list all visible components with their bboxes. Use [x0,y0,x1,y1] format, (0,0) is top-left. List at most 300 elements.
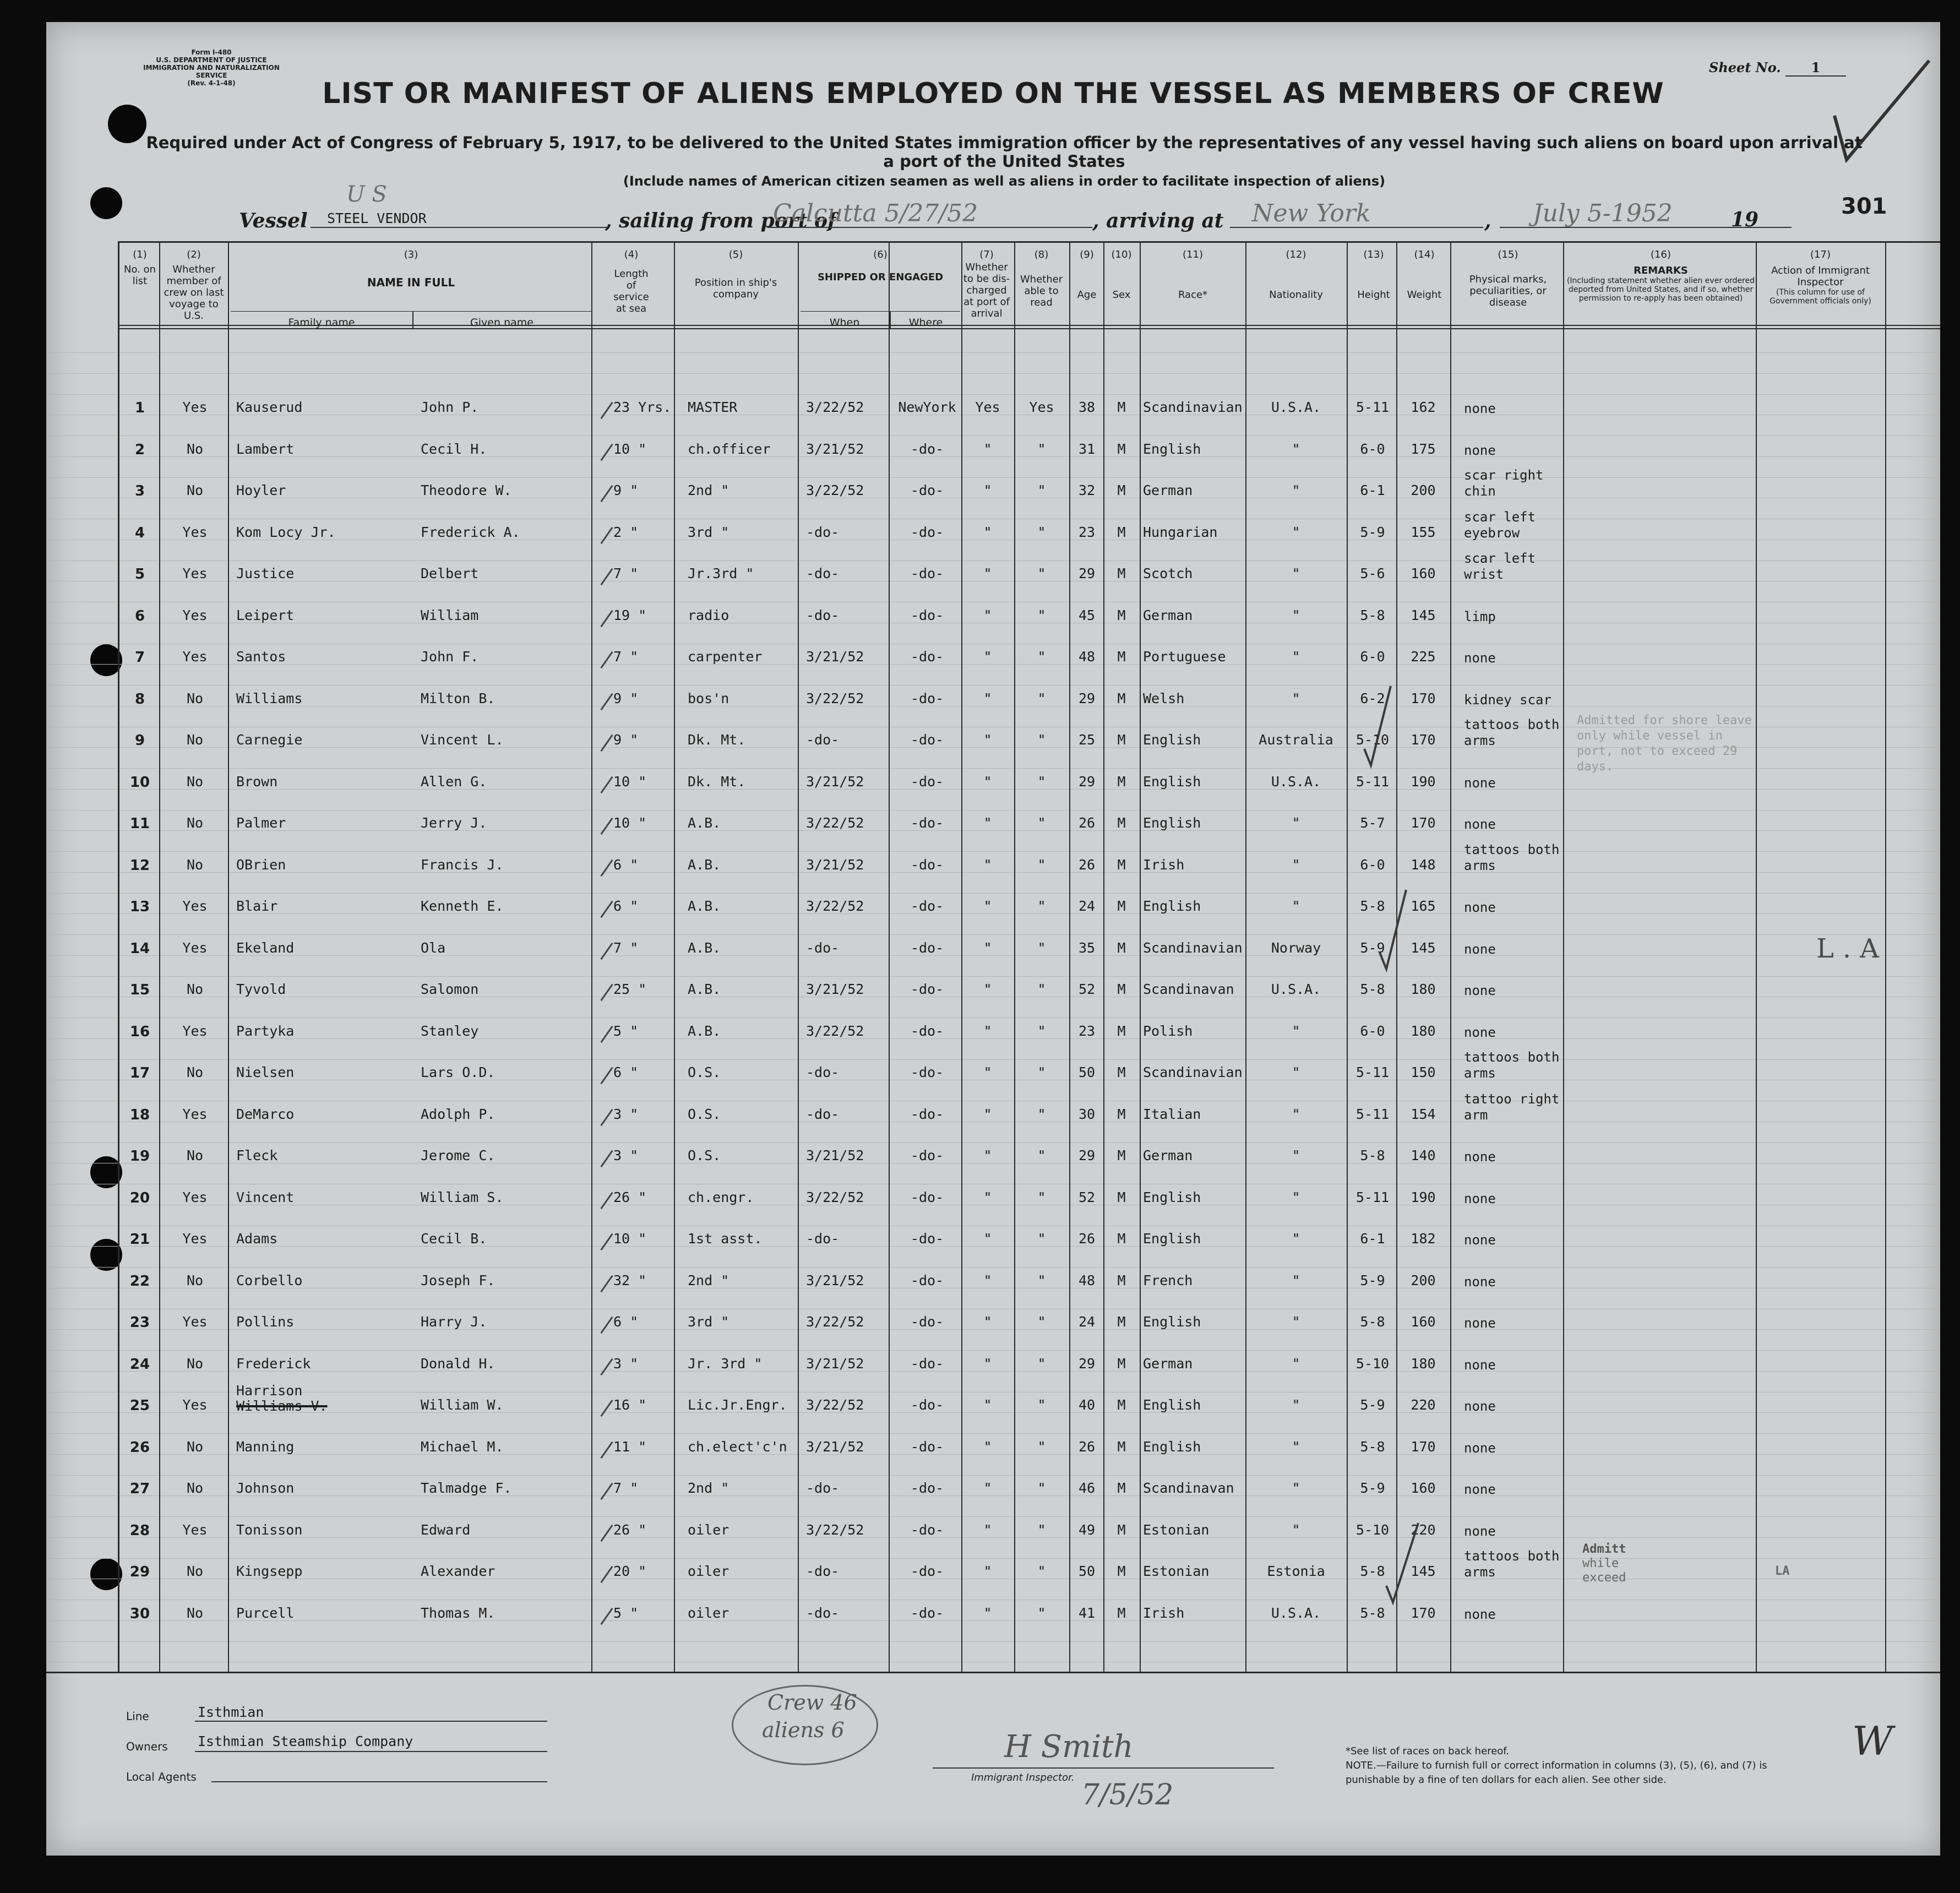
service-cell: 6 " [613,898,639,914]
able-to-read-cell: " [1037,482,1046,498]
discharged-cell: " [983,1604,992,1621]
discharged-cell: " [983,524,992,540]
weight-cell: 200 [1411,482,1436,498]
able-to-read-cell: " [1037,1022,1046,1039]
last-voyage-cell: Yes [182,1106,208,1122]
action-row14: L.A [1816,933,1888,964]
age-cell: 35 [1078,939,1096,956]
shipped-when-cell: 3/21/52 [806,1272,864,1288]
position-cell: Jr.3rd " [688,565,754,581]
shipped-where-cell: -do- [910,1355,944,1372]
family-name-cell: Pollins [236,1314,295,1330]
row-number-cell: 12 [129,857,150,874]
family-name-cell: Lambert [236,440,295,457]
column-divider [1756,241,1757,1672]
shipped-when-cell: -do- [806,732,840,748]
race-cell: English [1143,1438,1201,1455]
ruled-line [46,976,1940,977]
page-title: LIST OR MANIFEST OF ALIENS EMPLOYED ON THE VESSEL AS MEMBERS OF CREW [322,77,1664,110]
last-voyage-cell: No [186,856,204,873]
physical-marks-cell: none [1464,650,1496,666]
col-7-header [962,249,1011,319]
able-to-read-cell: " [1037,1314,1046,1330]
discharged-cell: " [983,1563,992,1579]
able-to-read-cell: " [1037,815,1046,831]
race-cell: Scandinavan [1143,981,1234,997]
row-number-cell: 27 [129,1481,150,1497]
given-name-cell: Michael M. [421,1438,504,1455]
last-voyage-cell: No [186,690,204,706]
physical-marks-cell: none [1464,1440,1496,1456]
physical-marks-cell: none [1464,1357,1496,1373]
last-voyage-cell: Yes [182,1314,208,1330]
age-cell: 23 [1078,1022,1096,1039]
given-name-cell: Frederick A. [421,524,520,540]
check-mark [1384,1520,1423,1608]
shipped-where-cell: -do- [910,482,944,498]
race-cell: Irish [1143,856,1185,873]
race-cell: German [1143,607,1193,623]
col-num: (14) [1414,249,1435,260]
family-name-cell: Harrison [236,1383,303,1399]
col-num: (9) [1080,249,1094,260]
height-cell: 6-0 [1360,1022,1385,1039]
service: IMMIGRATION AND NATURALIZATION SERVICE [143,64,280,79]
physical-marks-cell: tattoos both arms [1464,1548,1560,1580]
tally-mark [600,568,613,585]
nationality-cell: " [1292,1064,1300,1080]
physical-marks-cell: none [1464,1190,1496,1206]
row-number-cell: 15 [129,982,150,998]
shipped-when-cell: 3/21/52 [806,773,864,790]
able-to-read-cell: " [1037,1397,1046,1413]
family-name-cell: Brown [236,773,278,790]
last-voyage-cell: Yes [182,1397,208,1413]
physical-marks-cell: none [1464,983,1496,998]
weight-cell: 182 [1411,1231,1436,1247]
position-cell: A.B. [688,815,721,831]
service-cell: 3 " [613,1106,639,1122]
row-number-cell: 1 [134,400,145,416]
age-cell: 48 [1078,1272,1096,1288]
ruled-line [46,1433,1940,1434]
col-12-header [1246,249,1346,301]
height-cell: 5-9 [1360,1272,1385,1288]
col-num: (6) [873,249,888,260]
column-divider [889,241,890,1672]
discharged-cell: " [983,1480,992,1496]
race-cell: Welsh [1143,690,1185,706]
service-cell: 3 " [613,1147,639,1163]
remark-row29-a: Admitt [1582,1542,1626,1556]
nationality-cell: Norway [1271,939,1321,956]
row-number-cell: 23 [129,1314,150,1331]
position-cell: ch.officer [688,440,771,457]
col-num: (2) [187,249,201,260]
service-cell: 5 " [613,1022,639,1039]
tally-mark [600,1025,613,1042]
shipped-where-cell: -do- [910,1064,944,1080]
col-label: Whether able to read [1020,274,1063,308]
tally-mark [600,1358,613,1375]
shipped-when-cell: 3/22/52 [806,1022,864,1039]
family-name-cell: Santos [236,649,286,665]
family-name-cell: Purcell [236,1604,295,1621]
nationality-cell: U.S.A. [1271,1604,1321,1621]
shipped-where-cell: -do- [910,1147,944,1163]
given-name-cell: Joseph F. [421,1272,496,1288]
shipped-when-cell: 3/22/52 [806,1314,864,1330]
age-cell: 50 [1078,1563,1096,1579]
col-label: Action of Immigrant Inspector [1771,265,1870,288]
sex-cell: M [1117,649,1126,665]
ruled-line [46,352,1940,353]
column-divider [1069,241,1070,1672]
service-cell: 5 " [613,1604,639,1621]
weight-cell: 154 [1411,1106,1436,1122]
discharged-cell: " [983,1064,992,1080]
col-num: (1) [133,249,147,260]
col-num: (7) [979,249,994,260]
service-cell: 10 " [613,773,647,790]
shipped-where-cell: NewYork [898,399,956,415]
col-label: Sex [1112,289,1131,301]
discharged-cell: " [983,1231,992,1247]
discharged-cell: " [983,649,992,665]
family-name-cell: Tonisson [236,1521,303,1538]
position-cell: 3rd " [688,1314,729,1330]
last-voyage-cell: No [186,1147,204,1163]
sheet-number: 1 [1785,59,1846,77]
ruled-line [46,685,1940,686]
nationality-cell: " [1292,607,1300,623]
age-cell: 38 [1078,399,1096,415]
vessel-line [311,227,608,228]
race-cell: Portuguese [1143,649,1226,665]
col-label: SHIPPED OR ENGAGED [817,271,944,283]
given-name-cell: Jerome C. [421,1147,496,1163]
able-to-read-cell: " [1037,607,1046,623]
column-divider [1347,241,1348,1672]
service-cell: 7 " [613,939,639,956]
inspector-date: 7/5/52 [1081,1778,1174,1812]
ruled-line [46,1475,1940,1476]
owners-underline [195,1751,547,1752]
last-voyage-cell: No [186,1480,204,1496]
weight-cell: 220 [1411,1521,1436,1538]
nationality-cell: " [1292,1438,1300,1455]
given-name-cell: Edward [421,1521,471,1538]
sex-cell: M [1117,773,1126,790]
check-mark [1378,886,1411,975]
height-cell: 5-11 [1355,399,1390,415]
weight-cell: 190 [1411,773,1436,790]
physical-marks-cell: none [1464,1024,1496,1040]
age-cell: 29 [1078,1147,1096,1163]
weight-cell: 170 [1411,1438,1436,1455]
race-cell: English [1143,732,1201,748]
service-cell: 10 " [613,815,647,831]
ruled-line [46,1350,1940,1351]
family-name-cell: Palmer [236,815,286,831]
given-name-cell: William [421,607,479,623]
col-15-header [1453,249,1563,308]
sex-cell: M [1117,607,1126,623]
sex-cell: M [1117,939,1126,956]
col-13-header [1349,249,1398,301]
race-cell: Scandinavian [1143,1064,1243,1080]
height-cell: 5-8 [1360,1147,1385,1163]
shipped-when-cell: 3/21/52 [806,649,864,665]
vessel-label: Vessel [239,209,308,232]
shipped-where-cell: -do- [910,939,944,956]
discharged-cell: " [983,1521,992,1538]
family-name-cell: Leipert [236,607,295,623]
row-number-cell: 30 [129,1605,150,1622]
nationality-cell: " [1292,1480,1300,1496]
col-label: Physical marks, peculiarities, or disease [1469,274,1547,308]
weight-cell: 170 [1411,690,1436,706]
last-voyage-cell: Yes [182,399,208,415]
family-name-cell: Ekeland [236,939,295,956]
age-cell: 50 [1078,1064,1096,1080]
given-name-cell: William S. [421,1189,504,1205]
inspector-label: Immigrant Inspector. [971,1772,1075,1783]
sex-cell: M [1117,1563,1126,1579]
family-name-cell: Johnson [236,1480,295,1496]
crew-note-line1: Crew 46 [767,1690,857,1715]
punch-hole [108,105,146,143]
sex-cell: M [1117,815,1126,831]
family-name-cell: Nielsen [236,1064,295,1080]
nationality-cell: U.S.A. [1271,773,1321,790]
tally-mark [600,526,613,543]
row-number-cell: 19 [129,1148,150,1165]
last-voyage-cell: Yes [182,1022,208,1039]
age-cell: 40 [1078,1397,1096,1413]
col-num: (13) [1363,249,1384,260]
shipped-when-cell: 3/21/52 [806,856,864,873]
last-voyage-cell: Yes [182,607,208,623]
column-divider [798,241,799,1672]
nationality-cell: " [1292,1521,1300,1538]
crew-note-line2: aliens 6 [762,1718,845,1742]
race-cell: German [1143,482,1193,498]
subcolumn-divider [890,311,891,328]
sex-cell: M [1117,1438,1126,1455]
shipped-where-cell: -do- [910,1314,944,1330]
weight-cell: 170 [1411,732,1436,748]
col-num: (4) [624,249,639,260]
position-cell: oiler [688,1563,729,1579]
col-6b-header: Where [908,317,943,329]
row-number-cell: 5 [134,566,145,583]
race-cell: English [1143,815,1201,831]
tally-mark [600,818,613,835]
physical-marks-cell: tattoos both arms [1464,1049,1560,1081]
discharged-cell: " [983,1397,992,1413]
row-number-cell: 11 [129,815,150,832]
able-to-read-cell: " [1037,1438,1046,1455]
sex-cell: M [1117,399,1126,415]
able-to-read-cell: " [1037,939,1046,956]
able-to-read-cell: " [1037,898,1046,914]
position-cell: 3rd " [688,524,729,540]
given-name-cell: Vincent L. [421,732,504,748]
revision: (Rev. 4-1-48) [187,79,236,87]
col-2-header [161,249,227,322]
sex-cell: M [1117,1231,1126,1247]
age-cell: 45 [1078,607,1096,623]
tally-mark [600,693,613,710]
physical-marks-cell: tattoos both arms [1464,841,1560,873]
col-9-header [1070,249,1103,301]
shipped-when-cell: -do- [806,1480,840,1496]
weight-cell: 220 [1411,1397,1436,1413]
shipped-when-cell: 3/21/52 [806,1147,864,1163]
row-number-cell: 2 [134,441,145,458]
row-number-cell: 9 [134,732,145,749]
position-cell: oiler [688,1604,729,1621]
shipped-where-cell: -do- [910,1438,944,1455]
weight-cell: 140 [1411,1147,1436,1163]
service-cell: 25 " [613,981,647,997]
column-divider [228,241,229,1672]
tally-mark [600,651,613,668]
discharged-cell: " [983,856,992,873]
row-number-cell: 8 [134,690,145,708]
race-cell: English [1143,898,1201,914]
family-name-cell: Vincent [236,1189,295,1205]
age-cell: 29 [1078,690,1096,706]
tally-mark [600,402,613,419]
tally-mark [600,942,613,959]
shipped-where-cell: -do- [910,690,944,706]
given-name-cell: Jerry J. [421,815,487,831]
race-cell: English [1143,440,1201,457]
given-name-cell: Milton B. [421,690,496,706]
given-name-cell: Delbert [421,565,479,581]
row-number-cell: 21 [129,1231,150,1248]
owners-label: Owners [126,1740,168,1753]
ruled-line [46,934,1940,935]
nationality-cell: " [1292,1272,1300,1288]
sailing-label: , sailing from port of [605,209,836,232]
row-number-cell: 7 [134,649,145,666]
height-cell: 5-8 [1360,1604,1385,1621]
column-divider [1450,241,1451,1672]
sex-cell: M [1117,1604,1126,1621]
row-number-cell: 17 [129,1065,150,1081]
col-label: No. on list [123,264,156,287]
col-note: (This column for use of Government officials only) [1770,288,1871,306]
weight-cell: 148 [1411,856,1436,873]
height-cell: 5-10 [1355,1355,1390,1372]
form-number: Form I-480 [191,48,232,56]
position-cell: O.S. [688,1064,721,1080]
column-divider [1140,241,1141,1672]
shipped-when-cell: -do- [806,607,840,623]
shipped-when-cell: 3/21/52 [806,440,864,457]
able-to-read-cell: " [1037,1106,1046,1122]
service-cell: 11 " [613,1438,647,1455]
position-cell: A.B. [688,898,721,914]
tally-mark [600,1067,613,1084]
height-cell: 5-8 [1360,1314,1385,1330]
able-to-read-cell: " [1037,1147,1046,1163]
service-cell: 2 " [613,524,639,540]
nationality-cell: " [1292,649,1300,665]
height-cell: 5-9 [1360,1397,1385,1413]
position-cell: O.S. [688,1106,721,1122]
col-1-header [123,249,156,287]
fine-note [1346,1759,1819,1787]
able-to-read-cell: " [1037,440,1046,457]
arriving-label: , arriving at [1092,209,1224,232]
shipped-when-cell: -do- [806,565,840,581]
shipped-when-cell: 3/22/52 [806,898,864,914]
service-cell: 26 " [613,1189,647,1205]
row-number-cell: 26 [129,1439,150,1456]
tally-mark [600,984,613,1001]
given-name-cell: John F. [421,649,479,665]
discharged-cell: " [983,939,992,956]
shipped-where-cell: -do- [910,1397,944,1413]
height-cell: 5-8 [1360,607,1385,623]
age-cell: 29 [1078,773,1096,790]
shipped-where-cell: -do- [910,732,944,748]
last-voyage-cell: Yes [182,1521,208,1538]
able-to-read-cell: " [1037,981,1046,997]
height-cell: 5-11 [1355,773,1390,790]
given-name-cell: Stanley [421,1022,479,1039]
col-label: Whether to be dis- charged at port of arrival [963,262,1010,319]
tally-mark [600,1566,613,1583]
physical-marks-cell: none [1464,941,1496,957]
tally-mark [600,1192,613,1209]
race-cell: English [1143,1189,1201,1205]
ruled-line [46,394,1940,395]
row-number-cell: 24 [129,1356,150,1373]
shipped-where-cell: -do- [910,1106,944,1122]
position-cell: 1st asst. [688,1231,763,1247]
col-3a-header: Family name [288,317,355,329]
arrival-date: July 5-1952 [1533,199,1673,227]
last-voyage-cell: Yes [182,1189,208,1205]
sheet-label: Sheet No. [1709,59,1781,75]
given-name-cell: John P. [421,399,479,415]
height-cell: 5-7 [1360,815,1385,831]
last-voyage-cell: No [186,732,204,748]
col-num: (12) [1286,249,1306,260]
shipped-when-cell: 3/22/52 [806,482,864,498]
nationality-cell: " [1292,1355,1300,1372]
shipped-when-cell: 3/22/52 [806,399,864,415]
given-name-cell: Adolph P. [421,1106,496,1122]
age-cell: 24 [1078,898,1096,914]
able-to-read-cell: " [1037,1563,1046,1579]
subtitle: Required under Act of Congress of February 5, 1917, to be delivered to the United States immigration officer by the representatives of any vessel having such aliens on board upon arrival at a port of the United States [146,133,1863,171]
nationality-cell: " [1292,1397,1300,1413]
note-text: —Failure to furnish full or correct information in columns (3), (5), (6), and (7) is punishable by a fine of ten dollars for each alien. See other side. [1346,1760,1767,1786]
physical-marks-cell: none [1464,1482,1496,1497]
sex-cell: M [1117,565,1126,581]
col-num: (15) [1498,249,1518,260]
height-cell: 5-9 [1360,1480,1385,1496]
discharged-cell: " [983,1106,992,1122]
physical-marks-cell: tattoo right arm [1464,1091,1560,1123]
col-label: REMARKS [1634,265,1688,276]
